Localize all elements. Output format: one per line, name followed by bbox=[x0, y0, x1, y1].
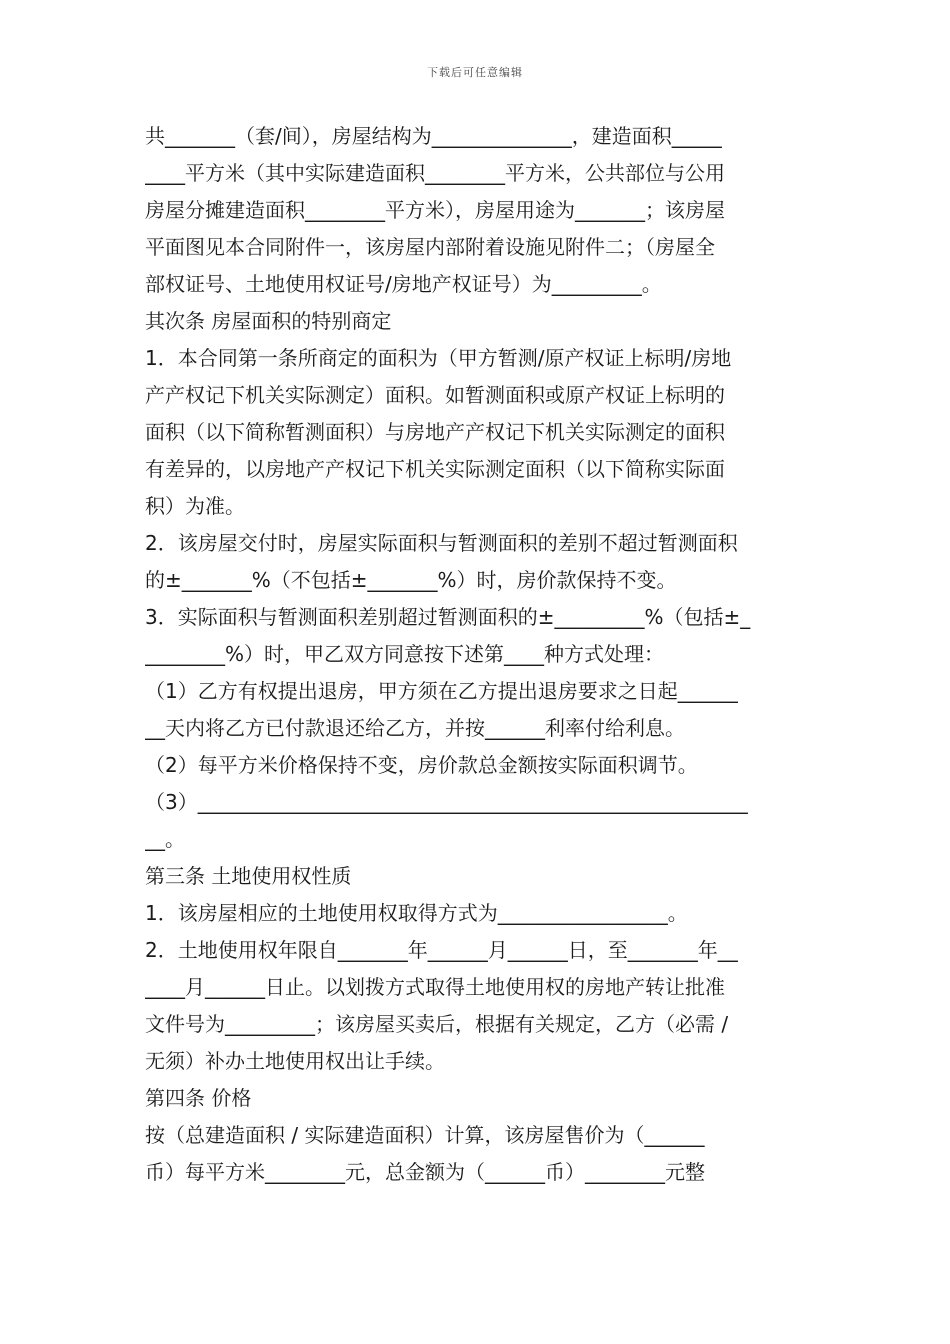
body-line: 1．该房屋相应的土地使用权取得方式为_________________。 bbox=[145, 901, 688, 925]
body-line: 共_______（套/间），房屋结构为______________，建造面积_____ bbox=[145, 124, 722, 148]
body-line: 按（总建造面积 / 实际建造面积）计算，该房屋售价为（______ bbox=[145, 1123, 705, 1147]
body-line: ____平方米（其中实际建造面积________平方米，公共部位与公用 bbox=[145, 161, 725, 185]
body-line: __。 bbox=[145, 827, 185, 851]
body-line: 2．土地使用权年限自_______年______月______日，至_______年__ bbox=[145, 938, 738, 962]
body-line: 3．实际面积与暂测面积差别超过暂测面积的±_________%（包括±_ bbox=[145, 605, 751, 629]
body-line: 2．该房屋交付时，房屋实际面积与暂测面积的差别不超过暂测面积 bbox=[145, 531, 738, 555]
body-line: 币）每平方米________元，总金额为（______币）________元整 bbox=[145, 1160, 705, 1184]
body-line: 1．本合同第一条所商定的面积为（甲方暂测/原产权证上标明/房地 bbox=[145, 346, 732, 370]
body-line: ____月______日止。以划拨方式取得土地使用权的房地产转让批准 bbox=[145, 975, 725, 999]
body-line: __天内将乙方已付款退还给乙方，并按______利率付给利息。 bbox=[145, 716, 685, 740]
body-line: 面积（以下简称暂测面积）与房地产产权记下机关实际测定的面积 bbox=[145, 420, 725, 444]
body-line: ________%）时，甲乙双方同意按下述第____种方式处理： bbox=[145, 642, 665, 666]
body-line: 部权证号、土地使用权证号/房地产权证号）为_________。 bbox=[145, 272, 662, 296]
body-line: （3）_______________________________________________________ bbox=[145, 790, 748, 814]
body-line: 无须）补办土地使用权出让手续。 bbox=[145, 1049, 445, 1073]
section-heading: 其次条 房屋面积的特别商定 bbox=[145, 309, 392, 333]
body-line: 的±_______%（不包括±_______%）时，房价款保持不变。 bbox=[145, 568, 677, 592]
document-body bbox=[145, 118, 810, 1191]
body-line: 产产权记下机关实际测定）面积。如暂测面积或原产权证上标明的 bbox=[145, 383, 725, 407]
body-line: 平面图见本合同附件一，该房屋内部附着设施见附件二；（房屋全 bbox=[145, 235, 715, 259]
body-line: 房屋分摊建造面积________平方米），房屋用途为_______；该房屋 bbox=[145, 198, 725, 222]
body-line: 积）为准。 bbox=[145, 494, 245, 518]
section-heading: 第四条 价格 bbox=[145, 1086, 252, 1110]
page-header-note: 下载后可任意编辑 bbox=[427, 66, 523, 79]
body-line: 文件号为_________；该房屋买卖后，根据有关规定，乙方（必需 / bbox=[145, 1012, 729, 1036]
body-line: 有差异的，以房地产产权记下机关实际测定面积（以下简称实际面 bbox=[145, 457, 725, 481]
body-line: （1）乙方有权提出退房，甲方须在乙方提出退房要求之日起______ bbox=[145, 679, 738, 703]
body-line: （2）每平方米价格保持不变，房价款总金额按实际面积调节。 bbox=[145, 753, 698, 777]
section-heading: 第三条 土地使用权性质 bbox=[145, 864, 352, 888]
